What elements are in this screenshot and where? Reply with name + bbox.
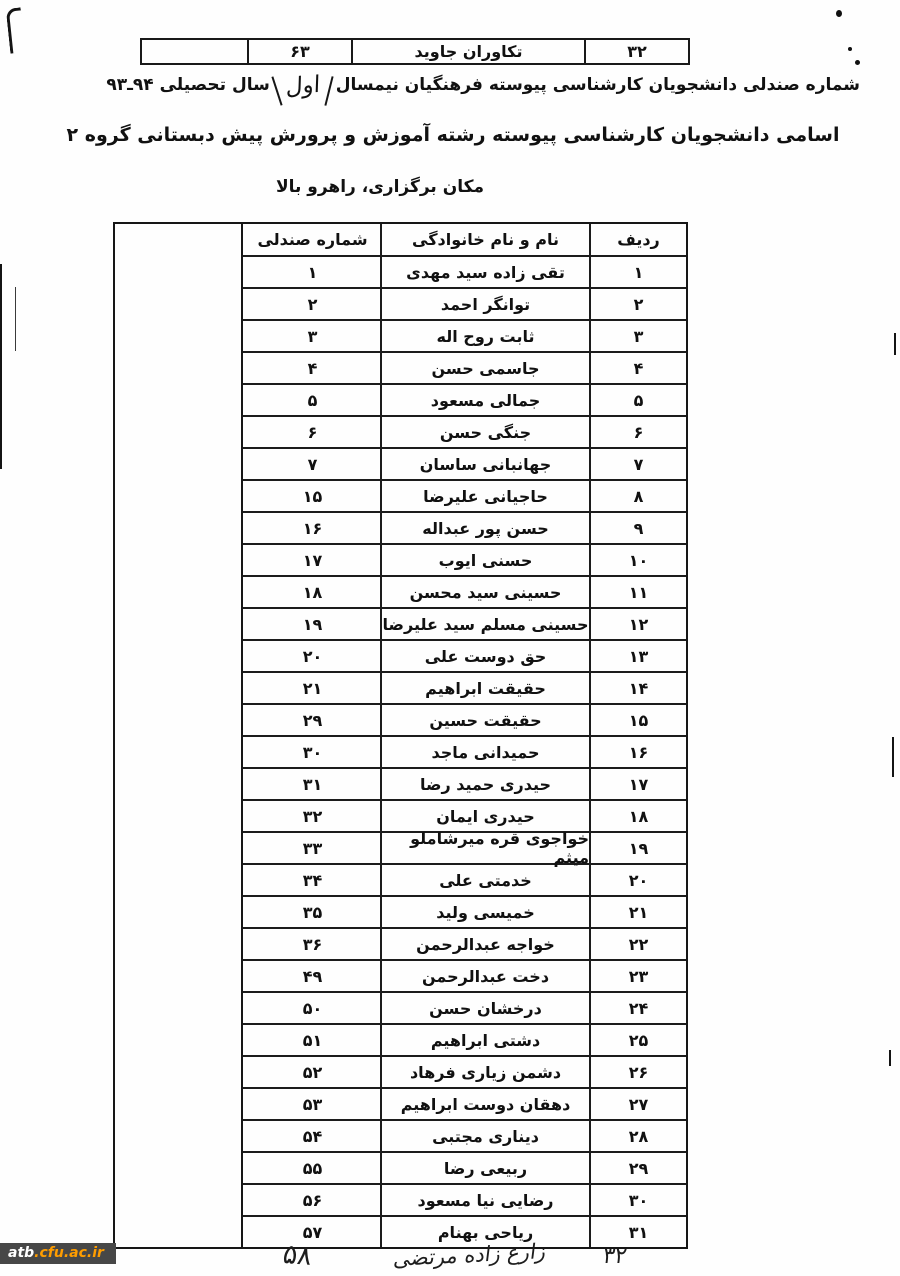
row-number-cell: ۲۳ <box>589 961 686 991</box>
header-student-name: نام و نام خانوادگی <box>380 224 589 255</box>
student-name-cell: خواجه عبدالرحمن <box>380 929 589 959</box>
table-row <box>243 479 686 511</box>
student-name-cell: خمیسی ولید <box>380 897 589 927</box>
row-number-cell: ۱۹ <box>589 833 686 863</box>
student-name-cell: دیناری مجتبی <box>380 1121 589 1151</box>
table-data-grid <box>243 224 686 1247</box>
row-number-cell: ۳۰ <box>589 1185 686 1215</box>
row-number-cell: ۱۱ <box>589 577 686 607</box>
seating-table <box>113 222 688 1249</box>
row-number-cell: ۲۲ <box>589 929 686 959</box>
seat-number-cell: ۳۳ <box>302 838 323 858</box>
student-name-cell: ربیعی رضا <box>380 1153 589 1183</box>
table-row <box>243 1119 686 1151</box>
student-name-cell: جاسمی حسن <box>380 353 589 383</box>
seat-number-cell: ۳۲ <box>302 806 323 826</box>
table-row <box>243 1183 686 1215</box>
row-number-cell: ۸ <box>589 481 686 511</box>
handwritten-stroke <box>324 76 333 106</box>
student-name-cell: حق دوست علی <box>380 641 589 671</box>
student-name-cell: دشتی ابراهیم <box>380 1025 589 1055</box>
seat-number-cell: ۱۹ <box>302 614 323 634</box>
handwritten-student-name: زارع زاده مرتضی <box>392 1238 548 1272</box>
row-number-cell: ۱۶ <box>589 737 686 767</box>
subtitle-text-before: شماره صندلی دانشجویان کارشناسی پیوسته فرهنگیان نیمسال <box>335 75 860 95</box>
row-number-cell: ۱۷ <box>589 769 686 799</box>
seat-number-cell: ۱۸ <box>302 582 323 602</box>
seat-number-cell: ۳ <box>307 326 318 346</box>
row-number-cell: ۹ <box>589 513 686 543</box>
table-row <box>243 895 686 927</box>
student-name-cell: رضایی نیا مسعود <box>380 1185 589 1215</box>
table-row <box>243 575 686 607</box>
table-row <box>243 383 686 415</box>
student-name-cell: حاجیانی علیرضا <box>380 481 589 511</box>
row-number-cell: ۲۵ <box>589 1025 686 1055</box>
student-name-cell: حیدری ایمان <box>380 801 589 831</box>
seat-number-cell: ۳۰ <box>302 742 323 762</box>
scan-artifact-line <box>889 1050 891 1066</box>
seat-number-cell: ۶ <box>307 422 318 442</box>
seat-number-cell: ۵۶ <box>302 1190 323 1210</box>
table-row <box>243 447 686 479</box>
row-number-cell: ۲۸ <box>589 1121 686 1151</box>
row-number-cell: ۴ <box>589 353 686 383</box>
seat-number-cell: ۵۴ <box>302 1126 323 1146</box>
row-number-cell: ۳ <box>589 321 686 351</box>
seat-number-cell: ۵ <box>307 390 318 410</box>
row-number-cell: ۱۵ <box>589 705 686 735</box>
table-row <box>243 959 686 991</box>
seat-number-cell: ۲ <box>307 294 318 314</box>
row-number-cell: ۵ <box>589 385 686 415</box>
table-body <box>243 255 686 1247</box>
student-name-cell: دشمن زیاری فرهاد <box>380 1057 589 1087</box>
student-name-cell: ثابت روح اله <box>380 321 589 351</box>
student-name-cell: توانگر احمد <box>380 289 589 319</box>
scan-artifact-line <box>892 737 894 777</box>
scan-artifact-dot <box>855 60 860 65</box>
scan-artifact-dot <box>836 10 842 17</box>
row-number-cell: ۱ <box>589 257 686 287</box>
student-name-cell: حقیقت حسین <box>380 705 589 735</box>
strip-empty-cell <box>142 40 247 63</box>
seat-number-cell: ۵۲ <box>302 1062 323 1082</box>
row-number-cell: ۲۹ <box>589 1153 686 1183</box>
table-row <box>243 703 686 735</box>
seat-number-cell: ۳۵ <box>302 902 323 922</box>
table-row <box>243 255 686 287</box>
row-number-cell: ۱۴ <box>589 673 686 703</box>
handwritten-stroke <box>271 76 282 105</box>
row-number-cell: ۲۱ <box>589 897 686 927</box>
seat-number-cell: ۵۵ <box>302 1158 323 1178</box>
row-number-cell: ۲۷ <box>589 1089 686 1119</box>
student-name-cell: حیدری حمید رضا <box>380 769 589 799</box>
seat-number-cell: ۱۷ <box>302 550 323 570</box>
page-title: اسامی دانشجویان کارشناسی پیوسته رشته آموزش و پرورش پیش دبستانی گروه ۲ <box>66 124 840 146</box>
table-row <box>243 319 686 351</box>
student-name-cell: خواجوی قره میرشاملو میثم <box>380 833 589 863</box>
scan-artifact-line <box>15 287 16 351</box>
seat-number-cell: ۱۵ <box>302 486 323 506</box>
table-row <box>243 991 686 1023</box>
strip-institute-name: تکاوران جاوید <box>351 40 584 63</box>
handwritten-semester: اول <box>285 71 321 101</box>
table-row <box>243 511 686 543</box>
row-number-cell: ۲۶ <box>589 1057 686 1087</box>
student-name-cell: حمیدانی ماجد <box>380 737 589 767</box>
scan-artifact-hook <box>6 7 26 53</box>
seat-number-cell: ۵۷ <box>302 1222 323 1242</box>
table-row <box>243 607 686 639</box>
row-number-cell: ۳۱ <box>589 1217 686 1247</box>
student-name-cell: حسن پور عبداله <box>380 513 589 543</box>
row-number-cell: ۲۴ <box>589 993 686 1023</box>
student-name-cell: جنگی حسن <box>380 417 589 447</box>
seat-number-cell: ۳۶ <box>302 934 323 954</box>
table-row <box>243 1023 686 1055</box>
student-name-cell: جهانبانی ساسان <box>380 449 589 479</box>
document-subtitle <box>106 70 860 100</box>
seat-number-cell: ۴ <box>307 358 318 378</box>
strip-count-number: ۶۳ <box>247 40 351 63</box>
table-row <box>243 735 686 767</box>
watermark-prefix: atb <box>8 1245 35 1261</box>
handwritten-row-number: ۳۲ <box>601 1244 629 1269</box>
table-row <box>243 767 686 799</box>
student-name-cell: حسنی ایوب <box>380 545 589 575</box>
student-name-cell: درخشان حسن <box>380 993 589 1023</box>
seat-number-cell: ۷ <box>307 454 318 474</box>
subtitle-text-after: سال تحصیلی <box>159 75 270 95</box>
table-row <box>243 1151 686 1183</box>
seat-number-cell: ۳۱ <box>302 774 323 794</box>
row-number-cell: ۱۲ <box>589 609 686 639</box>
table-empty-column <box>115 224 243 1247</box>
row-number-cell: ۲ <box>589 289 686 319</box>
academic-year: ۹۳ـ۹۴ <box>106 75 154 95</box>
seat-number-cell: ۲۹ <box>302 710 323 730</box>
header-row-number: ردیف <box>589 224 686 255</box>
site-watermark <box>0 1243 116 1264</box>
table-row <box>243 287 686 319</box>
student-name-cell: دخت عبدالرحمن <box>380 961 589 991</box>
seat-number-cell: ۵۱ <box>302 1030 323 1050</box>
table-row <box>243 1087 686 1119</box>
seat-number-cell: ۳۴ <box>302 870 323 890</box>
scan-artifact-dot <box>848 47 852 51</box>
row-number-cell: ۷ <box>589 449 686 479</box>
seat-number-cell: ۱۶ <box>302 518 323 538</box>
seat-number-cell: ۴۹ <box>302 966 323 986</box>
table-row <box>243 1055 686 1087</box>
table-row <box>243 671 686 703</box>
seat-number-cell: ۵۰ <box>302 998 323 1018</box>
student-name-cell: جمالی مسعود <box>380 385 589 415</box>
student-name-cell: دهقان دوست ابراهیم <box>380 1089 589 1119</box>
scan-artifact-line <box>0 264 2 469</box>
exam-session-strip <box>140 38 690 65</box>
table-row <box>243 927 686 959</box>
table-row <box>243 415 686 447</box>
seat-number-cell: ۲۰ <box>302 646 323 666</box>
student-name-cell: حسینی مسلم سید علیرضا <box>380 609 589 639</box>
row-number-cell: ۶ <box>589 417 686 447</box>
table-row <box>243 351 686 383</box>
seat-number-cell: ۵۳ <box>302 1094 323 1114</box>
table-row <box>243 799 686 831</box>
table-header-row <box>243 224 686 255</box>
scan-artifact-line <box>894 333 896 355</box>
header-seat-number: شماره صندلی <box>257 230 368 249</box>
row-number-cell: ۲۰ <box>589 865 686 895</box>
row-number-cell: ۱۰ <box>589 545 686 575</box>
table-row <box>243 543 686 575</box>
student-name-cell: خدمتی علی <box>380 865 589 895</box>
row-number-cell: ۱۳ <box>589 641 686 671</box>
student-name-cell: حسینی سید محسن <box>380 577 589 607</box>
seat-number-cell: ۲۱ <box>302 678 323 698</box>
student-name-cell: ریاحی بهنام <box>380 1217 589 1247</box>
seat-number-cell: ۱ <box>307 262 318 282</box>
student-name-cell: حقیقت ابراهیم <box>380 673 589 703</box>
table-row <box>243 863 686 895</box>
handwritten-seat-number: ۵۸ <box>280 1239 315 1272</box>
row-number-cell: ۱۸ <box>589 801 686 831</box>
table-row <box>243 829 686 867</box>
watermark-suffix: .cfu.ac.ir <box>34 1245 104 1261</box>
venue-line: مکان برگزاری، راهرو بالا <box>275 177 485 197</box>
table-row <box>243 639 686 671</box>
student-name-cell: تقی زاده سید مهدی <box>380 257 589 287</box>
strip-session-number: ۳۲ <box>584 40 688 63</box>
